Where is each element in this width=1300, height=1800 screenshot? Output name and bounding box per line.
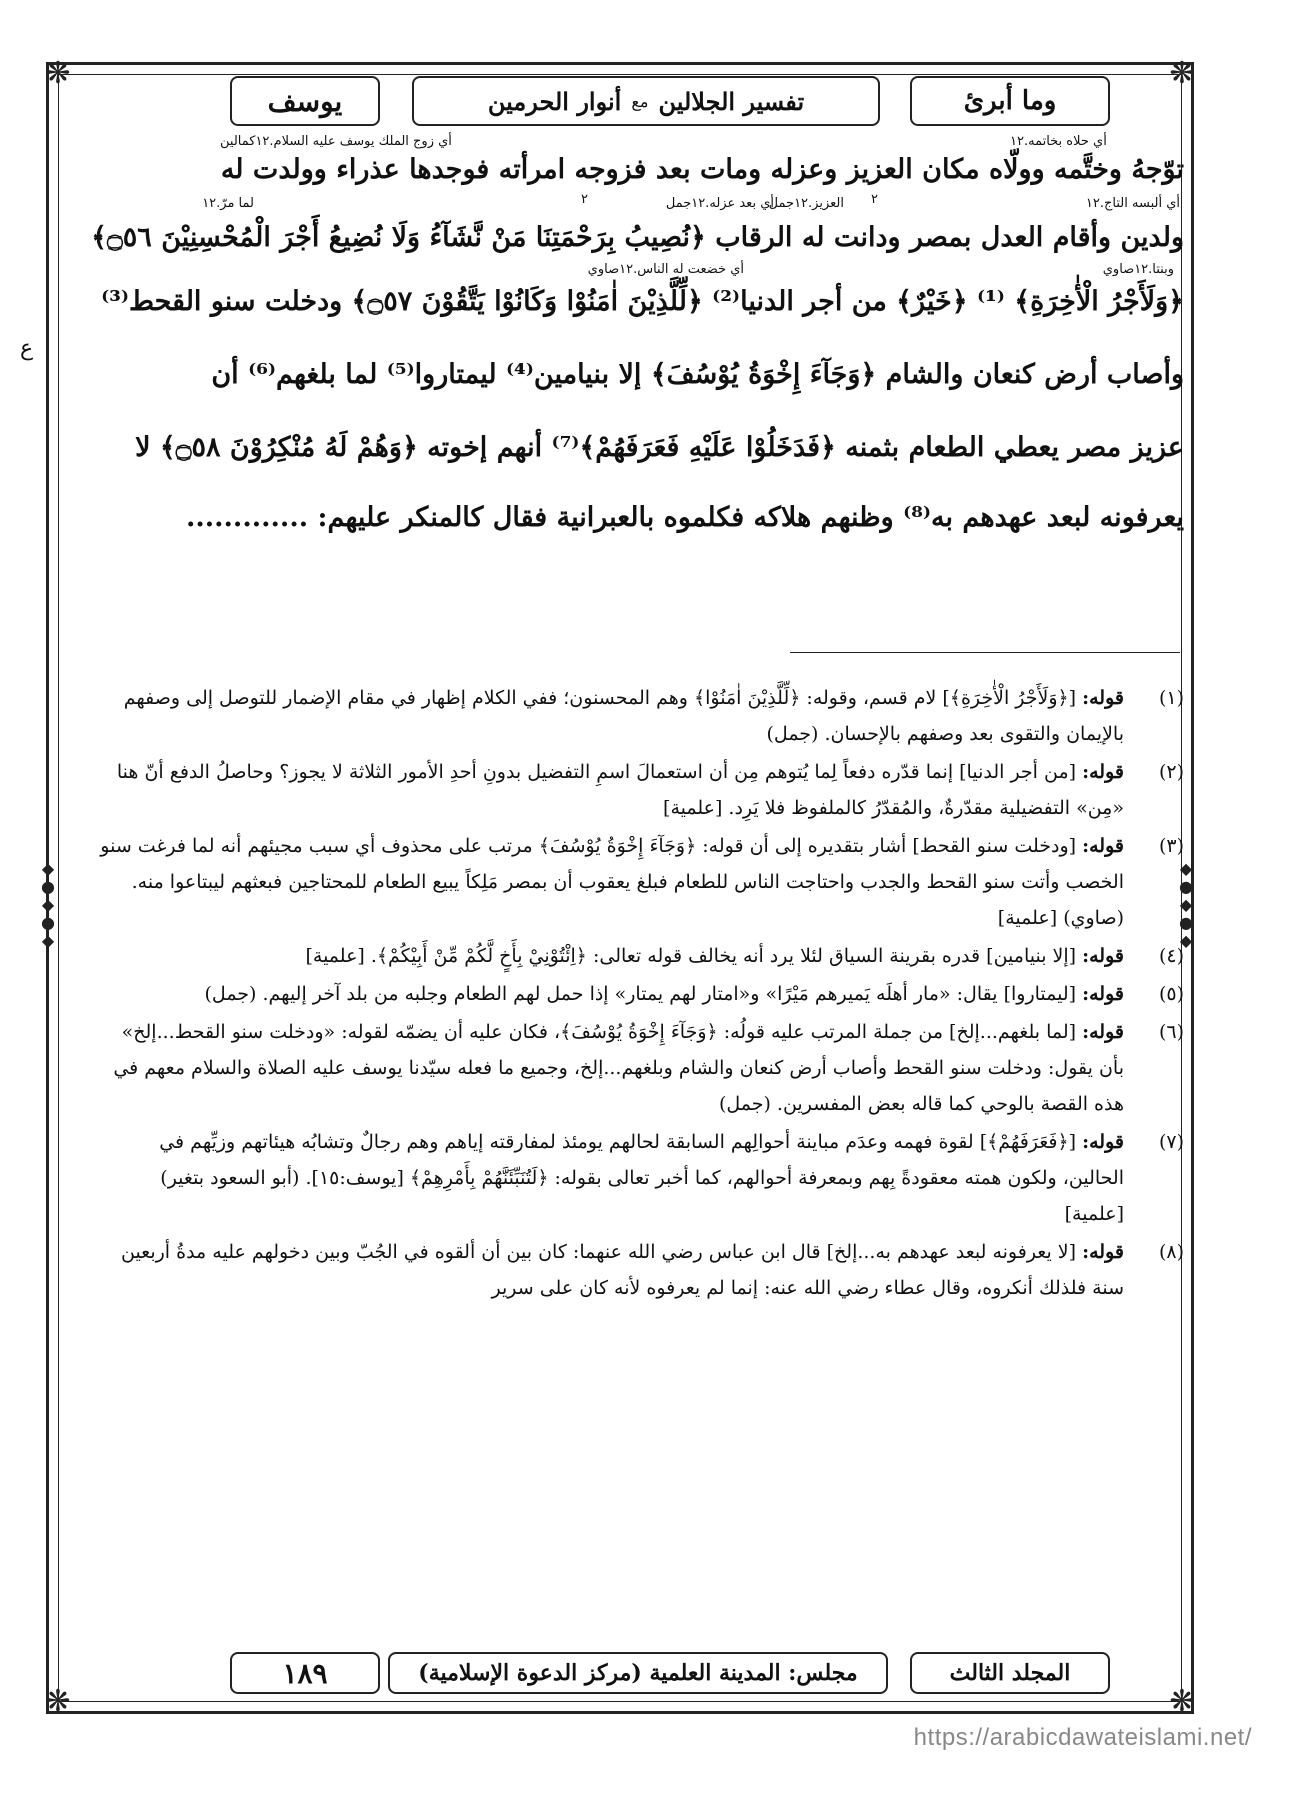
side-ornament-icon: ◆ ● ◆ ● ◆ <box>41 859 55 950</box>
source-url[interactable]: https://arabicdawateislami.net/ <box>913 1724 1252 1751</box>
footnote-label: قوله: <box>1082 983 1124 1005</box>
footnote <box>96 680 1184 752</box>
main-line: وأصاب أرض كنعان والشام ﴿وَجَآءَ إِخْوَةُ يُوْسُفَ﴾ إلا بنيامين⁽⁴⁾ ليمتاروا⁽⁵⁾ لما بلغهم⁽⁶⁾ أن <box>211 359 1184 390</box>
corner-ornament-icon: ❋ <box>1169 1684 1195 1719</box>
footnote-label: قوله: <box>1082 1131 1124 1153</box>
footnote-number: (٣) <box>1158 835 1184 857</box>
margin-mark: ع <box>20 336 34 361</box>
footnote-number: (٦) <box>1158 1021 1184 1043</box>
footnote-number: (٨) <box>1158 1241 1184 1263</box>
footnote-text: [إلا بنيامين] قدره بقرينة السياق لئلا يرد أنه يخالف قوله تعالى: ﴿اِئْتُوْنِيْ بِأَخٍ لَّكُمْ مِّنْ أَبِيْكُمْ﴾. [علمية] <box>305 945 1077 967</box>
footnote-label: قوله: <box>1082 835 1124 857</box>
footnote-label: قوله: <box>1082 687 1124 709</box>
corner-ornament-icon: ❋ <box>1169 56 1195 91</box>
footnote-number: (٤) <box>1158 945 1184 967</box>
header-title-sep: مع <box>631 91 649 111</box>
footnote-number: (٧) <box>1158 1131 1184 1153</box>
footnote-text: [﴿وَلَأَجْرُ الْأٰخِرَةِ﴾] لام قسم، وقوله: ﴿لِّلَّذِيْنَ اٰمَنُوْا﴾ وهم المحسنون؛ ففي الكلام إظهار في مقام الإضمار للتوصل إلى وصفهم بالإيمان والتقوى بعد وصفهم بالإحسان. (جمل) <box>123 687 1124 745</box>
corner-ornament-icon: ❋ <box>45 1684 71 1719</box>
header-surah-name: يوسف <box>230 76 380 126</box>
footnote-text: [ودخلت سنو القحط] أشار بتقديره إلى أن قوله: ﴿وَجَآءَ إِخْوَةُ يُوْسُفَ﴾ مرتب على محذوف أي سبب مجيئهم أنه لما فرغت سنو الخصب وأتت سنو القحط والجدب واحتاجت الناس للطعام فبلغ يعقوب أن بمصر مَلِكاً يبيع الطعام للمحتاجين فبعثهم ليبتاعوا منه. (صاوي) [علمية] <box>100 835 1124 929</box>
main-line: توّجهُ وختَّمه وولّاه مكان العزيز وعزله ومات بعد فزوجه امرأته فوجدها عذراء وولدت له <box>220 154 1184 185</box>
footnote <box>96 976 1184 1012</box>
header-juz-name: وما أبرئ <box>910 76 1110 126</box>
footnote-number: (٢) <box>1158 761 1184 783</box>
footnote-text: [لما بلغهم...إلخ] من جملة المرتب عليه قولُه: ﴿وَجَآءَ إِخْوَةُ يُوْسُفَ﴾، فكان عليه أن يضمّه لقوله: «ودخلت سنو القحط...إلخ» بأن يقول: ودخلت سنو القحط وأصاب أرض كنعان والشام وبلغهم...إلخ، وجميع ما فعله سيّدنا يوسف عليه الصلاة والسلام معهم في هذه القصة بالوحي كما قاله بعض المفسرين. (جمل) <box>113 1021 1124 1115</box>
gloss-line1-4: لما مرّ.١٢ <box>202 196 254 211</box>
header-book-title <box>412 76 880 126</box>
header-title-sub: أنوار الحرمين <box>487 86 622 116</box>
gloss-top-right: أي حلاه بخاتمه.١٢ <box>1010 134 1107 149</box>
footnote-label: قوله: <box>1082 945 1124 967</box>
footnote <box>96 1124 1184 1232</box>
gloss-line1-1: أي ألبسه التاج.١٢ <box>1085 196 1180 211</box>
footnote-text: [من أجر الدنيا] إنما قدّره دفعاً لِما يُتوهم مِن أن استعمالَ اسمِ التفضيل بدونِ أحدِ الأمور الثلاثة لا يجوز؟ وحاصلُ الدفع أنّ هنا «مِن» التفضيلية مقدّرةٌ، والمُقدّرُ كالملفوظ فلا يَرِد. [علمية] <box>116 761 1124 819</box>
footnote <box>96 938 1184 974</box>
gloss-line1-num: ٢ <box>581 192 588 207</box>
volume-label: المجلد الثالث <box>910 1652 1110 1694</box>
page-number: ١٨٩ <box>230 1652 380 1694</box>
footnote-separator <box>790 652 1180 653</box>
gloss-line1-3: أي بعد عزله.١٢جمل <box>665 196 774 211</box>
main-text <box>91 150 1184 630</box>
main-line: ﴿وَلَأَجْرُ الْأٰخِرَةِ﴾ ⁽¹⁾ ﴿خَيْرٌ﴾ من أجر الدنيا⁽²⁾ ﴿لِّلَّذِيْنَ اٰمَنُوْا وَكَانُوْا يَتَّقُوْنَ ۝٥٧﴾ ودخلت سنو القحط⁽³⁾ <box>101 286 1184 317</box>
corner-ornament-icon: ❋ <box>45 56 71 91</box>
main-line: ولدين وأقام العدل بمصر ودانت له الرقاب ﴿نُصِيبُ بِرَحْمَتِنَا مَنْ نَّشَآءُ وَلَا نُضِيعُ أَجْرَ الْمُحْسِنِيْنَ ۝٥٦﴾ <box>91 222 1184 253</box>
footnote-number: (٥) <box>1158 983 1184 1005</box>
gloss-line2-1: وبنتا.١٢صاوي <box>1102 262 1174 277</box>
footnote <box>96 828 1184 936</box>
gloss-line1-num: ٢ <box>871 192 878 207</box>
gloss-line2-2: أي خضعت له الناس.١٢صاوي <box>587 262 744 277</box>
gloss-line1-2: العزيز.١٢جمل <box>768 196 844 211</box>
gloss-top-left: أي زوج الملك يوسف عليه السلام.١٢كمالين <box>220 134 452 149</box>
footnotes <box>96 680 1184 1308</box>
footnote-text: [﴿فَعَرَفَهُمْ﴾] لقوة فهمه وعدَم مباينة أحوالِهم السابقة لحالهم يومئذ لمفارقته إياهم وهم رجالٌ وتشابُه هيئاتهم وزيِّهم في الحالين، ولكون همته معقودةً بِهم وبمعرفة أحوالهم، كما أخبر تعالى بقوله: ﴿لَتُنَبِّئَنَّهُمْ بِأَمْرِهِمْ﴾ [يوسف:١٥]. (أبو السعود بتغير) [علمية] <box>159 1131 1124 1225</box>
footnote-label: قوله: <box>1082 1021 1124 1043</box>
footnote-number: (١) <box>1158 687 1184 709</box>
main-line: يعرفونه لبعد عهدهم به⁽⁸⁾ وظنهم هلاكه فكلموه بالعبرانية فقال كالمنكر عليهم: ............. <box>185 502 1184 533</box>
publisher-name: مجلس: المدينة العلمية (مركز الدعوة الإسلامية) <box>388 1652 888 1694</box>
footnote <box>96 1234 1184 1306</box>
footnote-text: [لا يعرفونه لبعد عهدهم به...إلخ] قال ابن عباس رضي الله عنهما: كان بين أن ألقوه في الجُبّ وبين دخولهم عليه مدةُ أربعين سنة فلذلك أنكروه، وقال عطاء رضي الله عنه: إنما لم يعرفوه لأنه كان على سرير <box>120 1241 1124 1299</box>
footnote-label: قوله: <box>1082 1241 1124 1263</box>
footnote-label: قوله: <box>1082 761 1124 783</box>
main-line: عزيز مصر يعطي الطعام بثمنه ﴿فَدَخَلُوْا عَلَيْهِ فَعَرَفَهُمْ﴾⁽⁷⁾ أنهم إخوته ﴿وَهُمْ لَهُ مُنْكِرُوْنَ ۝٥٨﴾ لا <box>135 432 1184 463</box>
footnote <box>96 754 1184 826</box>
footnote <box>96 1014 1184 1122</box>
footnote-text: [ليمتاروا] يقال: «مار أهلَه يَميرهم مَيْرًا» و«امتار لهم يمتار» إذا حمل لهم الطعام وجلبه من بلد آخر إليهم. (جمل) <box>204 983 1077 1005</box>
header-title-main: تفسير الجلالين <box>658 86 805 116</box>
side-ornament-icon: ◆ ● ◆ ● ◆ <box>1179 859 1193 950</box>
